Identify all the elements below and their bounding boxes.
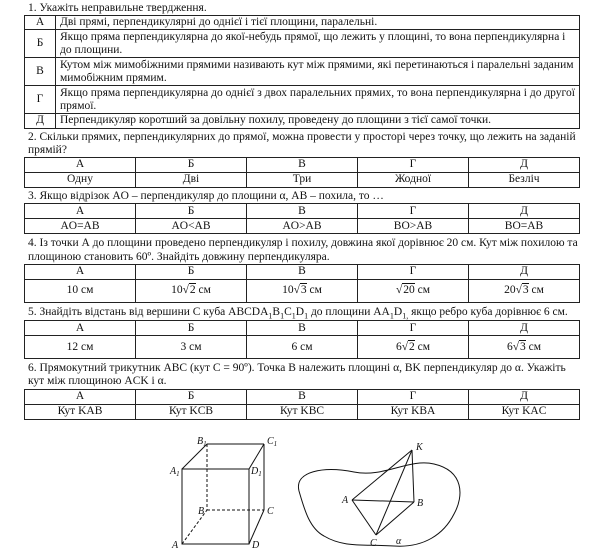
q5-header-v: В: [247, 321, 358, 336]
cube-label-c: C: [267, 506, 274, 517]
q5-answer-v: 6 см: [247, 336, 358, 359]
q3-answer-d: BO=AB: [469, 219, 580, 234]
q6-header-g: Г: [358, 389, 469, 404]
question-4-table: [24, 264, 580, 303]
cube-label-a: A: [172, 540, 179, 550]
q3-header-v: В: [247, 204, 358, 219]
q4-header-v: В: [247, 264, 358, 279]
plane-figure: [298, 450, 460, 546]
q6-answer-v: Кут KBC: [247, 404, 358, 419]
question-6: 6. Прямокутний трикутник ABC (кут C = 90º). Точка B належить площині α, BK перпендикуляр до α. Укажіть кут між площиною ACK і α.: [28, 362, 566, 388]
figures: [24, 436, 580, 550]
q6-answer-a: Кут KAB: [25, 404, 136, 419]
q5-header-g: Г: [358, 321, 469, 336]
q1-statement-v: Кутом між мимобіжними прямими називають кут між прямими, які перетинаються і паралельні заданим мимобіжним прямим.: [56, 58, 580, 86]
q6-answer-d: Кут KAC: [469, 404, 580, 419]
cube-label-c1: $C_1$: [267, 436, 278, 448]
question-1: 1. Укажіть неправильне твердження.: [28, 2, 207, 14]
q1-statement-d: Перпендикуляр коротший за довільну похилу, проведену до площини з тієї самої точки.: [56, 114, 580, 128]
question-1-table: [24, 15, 580, 128]
q3-header-b: Б: [136, 204, 247, 219]
plane-label-c: C: [370, 538, 377, 549]
q4-header-b: Б: [136, 264, 247, 279]
q4-header-g: Г: [358, 264, 469, 279]
q6-header-b: Б: [136, 389, 247, 404]
cube-label-d1: $D_1$: [251, 466, 262, 478]
q1-statement-g: Якщо пряма перпендикулярна до однієї з двох паралельних прямих, то вона перпендикулярна і до другої прямої.: [56, 86, 580, 114]
q6-header-a: А: [25, 389, 136, 404]
q3-answer-g: BO>AB: [358, 219, 469, 234]
q3-header-a: А: [25, 204, 136, 219]
q1-letter-v: В: [25, 58, 56, 86]
question-5: 5. Знайдіть відстань від вершини С куба $ABCDA_1B_1C_1D_1$ до площини $AA_1D_{1,}$ якщо ребро куба дорівнює 6 см.: [28, 305, 568, 321]
q6-header-v: В: [247, 389, 358, 404]
q2-answer-a: Одну: [25, 173, 136, 188]
q3-answer-v: AO>AB: [247, 219, 358, 234]
q1-statement-a: Дві прямі, перпендикулярні до однієї і тієї площини, паралельні.: [56, 16, 580, 30]
q5-answer-g: 6√2 см: [358, 336, 469, 359]
q1-letter-g: Г: [25, 86, 56, 114]
q3-header-d: Д: [469, 204, 580, 219]
question-3-table: [24, 203, 580, 234]
q4-header-d: Д: [469, 264, 580, 279]
question-2-table: [24, 157, 580, 188]
cube-label-b1: $B_1$: [197, 436, 207, 448]
q1-letter-d: Д: [25, 114, 56, 128]
q6-header-d: Д: [469, 389, 580, 404]
q2-header-v: В: [247, 158, 358, 173]
cube-figure: [182, 444, 264, 544]
q2-answer-b: Дві: [136, 173, 247, 188]
q4-answer-g: √20 см: [358, 279, 469, 302]
plane-label-k: K: [416, 442, 423, 453]
q2-header-b: Б: [136, 158, 247, 173]
q4-answer-d: 20√3 см: [469, 279, 580, 302]
q2-answer-d: Безліч: [469, 173, 580, 188]
question-6-table: [24, 389, 580, 420]
question-4: 4. Із точки А до площини проведено перпендикуляр і похилу, довжина якої дорівнює 20 см. Кут між похилою та площиною становить 60º. Знайдіть довжину перпендикуляра.: [28, 237, 578, 263]
question-2: 2. Скільки прямих, перпендикулярних до прямої, можна провести у просторі через точку, що лежить на заданій прямій?: [28, 130, 576, 156]
q6-answer-b: Кут KCB: [136, 404, 247, 419]
cube-label-b: B: [198, 506, 205, 517]
q5-answer-a: 12 см: [25, 336, 136, 359]
q2-header-d: Д: [469, 158, 580, 173]
plane-label-a: A: [342, 495, 349, 506]
cube-label-a1: $A_1$: [170, 466, 180, 478]
q5-answer-d: 6√3 см: [469, 336, 580, 359]
q4-answer-b: 10√2 см: [136, 279, 247, 302]
q1-letter-a: А: [25, 16, 56, 30]
q1-letter-b: Б: [25, 30, 56, 58]
q2-header-a: А: [25, 158, 136, 173]
plane-label-alpha: α: [396, 536, 402, 547]
q2-answer-g: Жодної: [358, 173, 469, 188]
question-3: 3. Якщо відрізок AO – перпендикуляр до площини α, AB – похила, то …: [28, 190, 384, 203]
plane-label-b: B: [417, 498, 424, 509]
q4-answer-v: 10√3 см: [247, 279, 358, 302]
q3-header-g: Г: [358, 204, 469, 219]
q3-answer-a: AO=AB: [25, 219, 136, 234]
q5-answer-b: 3 см: [136, 336, 247, 359]
q6-answer-g: Кут KBA: [358, 404, 469, 419]
q1-statement-b: Якщо пряма перпендикулярна до якої-небудь прямої, що лежить у площині, то вона перпендикулярна і до площини.: [56, 30, 580, 58]
q5-header-b: Б: [136, 321, 247, 336]
q4-header-a: А: [25, 264, 136, 279]
q5-header-a: А: [25, 321, 136, 336]
q2-header-g: Г: [358, 158, 469, 173]
q2-answer-v: Три: [247, 173, 358, 188]
q3-answer-b: AO<AB: [136, 219, 247, 234]
cube-label-d: D: [252, 540, 260, 550]
q4-answer-a: 10 см: [25, 279, 136, 302]
test-page: [24, 2, 580, 550]
question-5-table: [24, 320, 580, 359]
q5-header-d: Д: [469, 321, 580, 336]
